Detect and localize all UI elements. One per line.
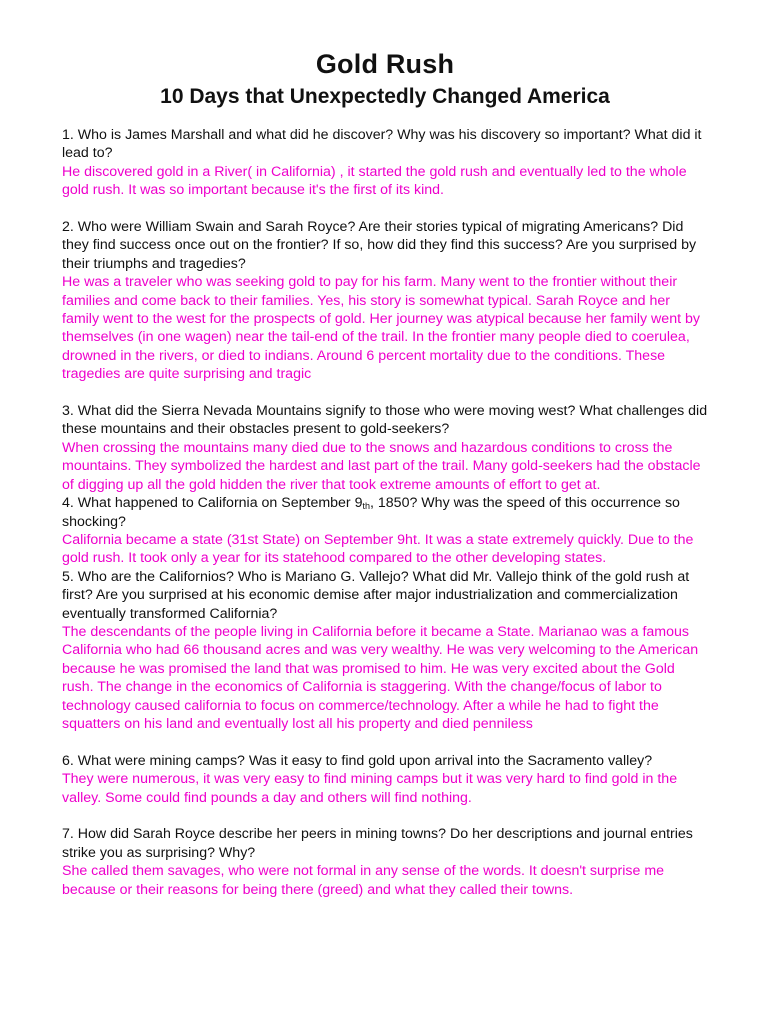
qa-item-4 — [62, 494, 708, 568]
question-4 — [62, 494, 708, 531]
qa-item-1 — [62, 126, 708, 200]
answer-6: They were numerous, it was very easy to find mining camps but it was very hard to find gold in the valley. Some could find pounds a day and others will find nothing. — [62, 771, 678, 806]
question-7: 7. How did Sarah Royce describe her peers in mining towns? Do her descriptions and journal entries strike you as surprising? Why? — [62, 826, 693, 861]
answer-2: He was a traveler who was seeking gold to pay for his farm. Many went to the frontier without their families and come back to their families. Yes, his story is somewhat typical. Sarah Royce and her family went to the west for the prospects of gold. Her journey was atypical because her family went by themselves (in one wagen) near the tail-end of the trail. In the frontier many people died to coerulea, drowned in the rivers, or died to indians. Around 6 percent mortality due to the conditions. These tragedies are quite surprising and tragic — [62, 274, 700, 383]
answer-3: When crossing the mountains many died due to the snows and hazardous conditions to cross the mountains. They symbolized the hardest and last part of the trail. Many gold-seekers had the obstacle of digging up all the gold hidden the river that took extreme amounts of effort to get at. — [62, 439, 701, 493]
qa-item-5 — [62, 568, 708, 734]
question-3: 3. What did the Sierra Nevada Mountains signify to those who were moving west? What challenges did these mountains and their obstacles present to gold-seekers? — [62, 403, 708, 438]
answer-5: The descendants of the people living in California before it became a State. Marianao was a famous California who had 66 thousand acres and was very wealthy. He was very welcoming to the American because he was promised the land that was promised to him. He was very excited about the Gold rush. The change in the economics of California is staggering. With the change/focus of labor to technology caused california to focus on commerce/technology. After a while he had to fight the squatters on his land and eventually lost all his property and died penniless — [62, 623, 699, 732]
qa-list — [62, 126, 708, 899]
question-5: 5. Who are the Californios? Who is Mariano G. Vallejo? What did Mr. Vallejo think of the gold rush at first? Are you surprised at his economic demise after major industrialization and commercialization eventually transformed California? — [62, 568, 690, 622]
answer-4: California became a state (31st State) on September 9ht. It was a state extremely quickly. Due to the gold rush. It took only a year for its statehood compared to the other developing states. — [62, 531, 694, 567]
question-4-text-start: 4. What happened to California on September 9 — [62, 495, 363, 512]
page-subtitle: 10 Days that Unexpectedly Changed America — [160, 85, 610, 108]
question-2: 2. Who were William Swain and Sarah Royce? Are their stories typical of migrating Americans? Did they find success once out on the frontier? If so, how did they find this success? Are you surprised by their triumphs and tragedies? — [62, 219, 697, 272]
qa-item-3 — [62, 402, 708, 494]
answer-7: She called them savages, who were not formal in any sense of the words. It doesn't surprise me because or their reasons for being there (greed) and what they called their towns. — [62, 863, 665, 898]
question-4-ordinal-suffix: th — [362, 501, 371, 512]
question-4-text-end: , 1850? Why was the speed of this occurrence so shocking? — [62, 495, 680, 530]
answer-1: He discovered gold in a River( in California) , it started the gold rush and eventually led to the whole gold rush. It was so important because it's the first of its kind. — [62, 163, 687, 199]
qa-item-2 — [62, 218, 708, 384]
qa-item-7 — [62, 825, 708, 899]
question-6: 6. What were mining camps? Was it easy to find gold upon arrival into the Sacramento valley? — [62, 752, 653, 769]
page-title: Gold Rush — [315, 49, 455, 79]
qa-item-6 — [62, 752, 708, 807]
question-1: 1. Who is James Marshall and what did he discover? Why was his discovery so important? What did it lead to? — [62, 127, 702, 162]
